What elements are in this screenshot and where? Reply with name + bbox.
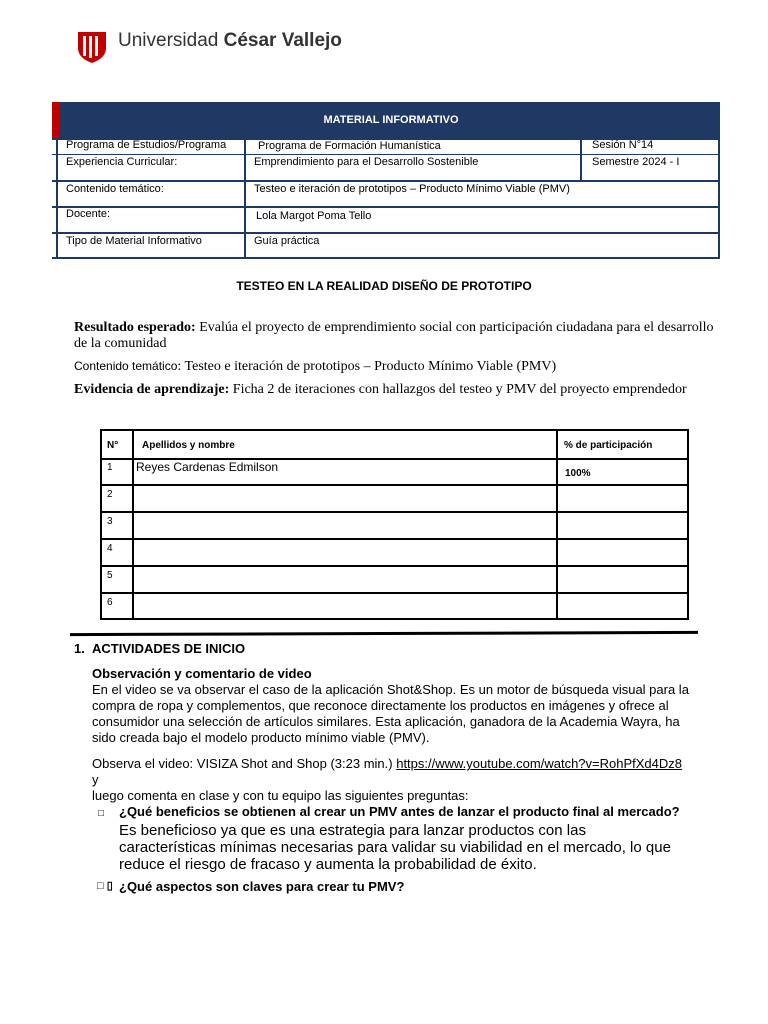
shield-logo-icon — [76, 28, 108, 64]
row-label-tipo: Tipo de Material Informativo — [66, 235, 202, 247]
checkbox-icon: □ — [98, 808, 105, 819]
row-extra-semestre: Semestre 2024 - I — [592, 156, 680, 168]
row-value-programa: Programa de Formación Humanística — [258, 140, 441, 152]
row-value-experiencia: Emprendimiento para el Desarrollo Sostenible — [254, 156, 479, 168]
video-link[interactable]: https://www.youtube.com/watch?v=RohPfXd4Dz8 — [396, 756, 683, 771]
info-table-title: MATERIAL INFORMATIVO — [323, 114, 459, 126]
table-row-n: 6 — [107, 597, 113, 608]
row-value-docente: Lola Margot Poma Tello — [256, 210, 372, 222]
row-label-programa: Programa de Estudios/Programa — [66, 139, 227, 151]
subsection-title: Observación y comentario de video — [92, 666, 312, 681]
university-name: Universidad César Vallejo — [118, 30, 342, 51]
header-pct: % de participación — [564, 440, 653, 451]
row-label-experiencia: Experiencia Curricular: — [66, 156, 178, 168]
answer-1: Es beneficioso ya que es una estrategia para lanzar productos con las características mínimas necesarias para validar su viabilidad en el mercado, lo que reduce el riesgo de fracaso y aumenta la probabilidad de éxito. — [119, 822, 671, 873]
evidencia-aprendizaje: Evidencia de aprendizaje: Ficha 2 de iteraciones con hallazgos del testeo y PMV del proyecto emprendedor — [74, 382, 687, 397]
section-title: ACTIVIDADES DE INICIO — [92, 641, 246, 656]
row-label-docente: Docente: — [66, 208, 111, 220]
checkbox-icon: □ ▯ — [97, 880, 113, 892]
document-title: TESTEO EN LA REALIDAD DISEÑO DE PROTOTIPO — [236, 279, 532, 293]
section-number: 1. — [74, 641, 85, 656]
row-value-tipo: Guía práctica — [254, 235, 320, 247]
table-row-pct: 100% — [565, 468, 591, 479]
row-label-contenido: Contenido temático: — [66, 183, 164, 195]
question-1: ¿Qué beneficios se obtienen al crear un PMV antes de lanzar el producto final al mercado? — [119, 804, 680, 819]
section-divider — [70, 631, 698, 636]
question-2: ¿Qué aspectos son claves para crear tu PMV? — [119, 879, 405, 894]
row-extra-sesion: Sesión N°14 — [592, 139, 654, 151]
contenido-tematico: Contenido temático: Testeo e iteración de prototipos – Producto Mínimo Viable (PMV) — [74, 359, 557, 374]
table-row-n: 2 — [107, 489, 113, 500]
header-name: Apellidos y nombre — [142, 440, 235, 451]
table-row-n: 4 — [107, 543, 113, 554]
table-row-n: 5 — [107, 570, 113, 581]
header-n: N° — [107, 440, 119, 451]
table-row-n: 3 — [107, 516, 113, 527]
row-value-contenido: Testeo e iteración de prototipos – Producto Mínimo Viable (PMV) — [254, 183, 570, 195]
intro-paragraph: En el video se va observar el caso de la aplicación Shot&Shop. Es un motor de búsqueda visual para la compra de ropa y complementos, que reconoce directamente los productos en imágenes y ofrece al consumidor una selección de artículos similares. Esta aplicación, ganadora de la Academia Wayra, ha sido creada bajo el modelo producto mínimo viable (PMV). — [92, 682, 689, 745]
university-logo — [76, 28, 108, 64]
table-row-n: 1 — [107, 462, 113, 473]
observe-paragraph: Observa el video: VISIZA Shot and Shop (3:23 min.) https://www.youtube.com/watch?v=RohPfXd4Dz8 y luego comenta en clase y con tu equipo las siguientes preguntas: — [92, 756, 683, 803]
table-row-name: Reyes Cardenas Edmilson — [136, 460, 279, 474]
resultado-esperado: Resultado esperado: Evalúa el proyecto de emprendimiento social con participación ciudadana para el desarrollo de la comunidad — [74, 320, 714, 351]
